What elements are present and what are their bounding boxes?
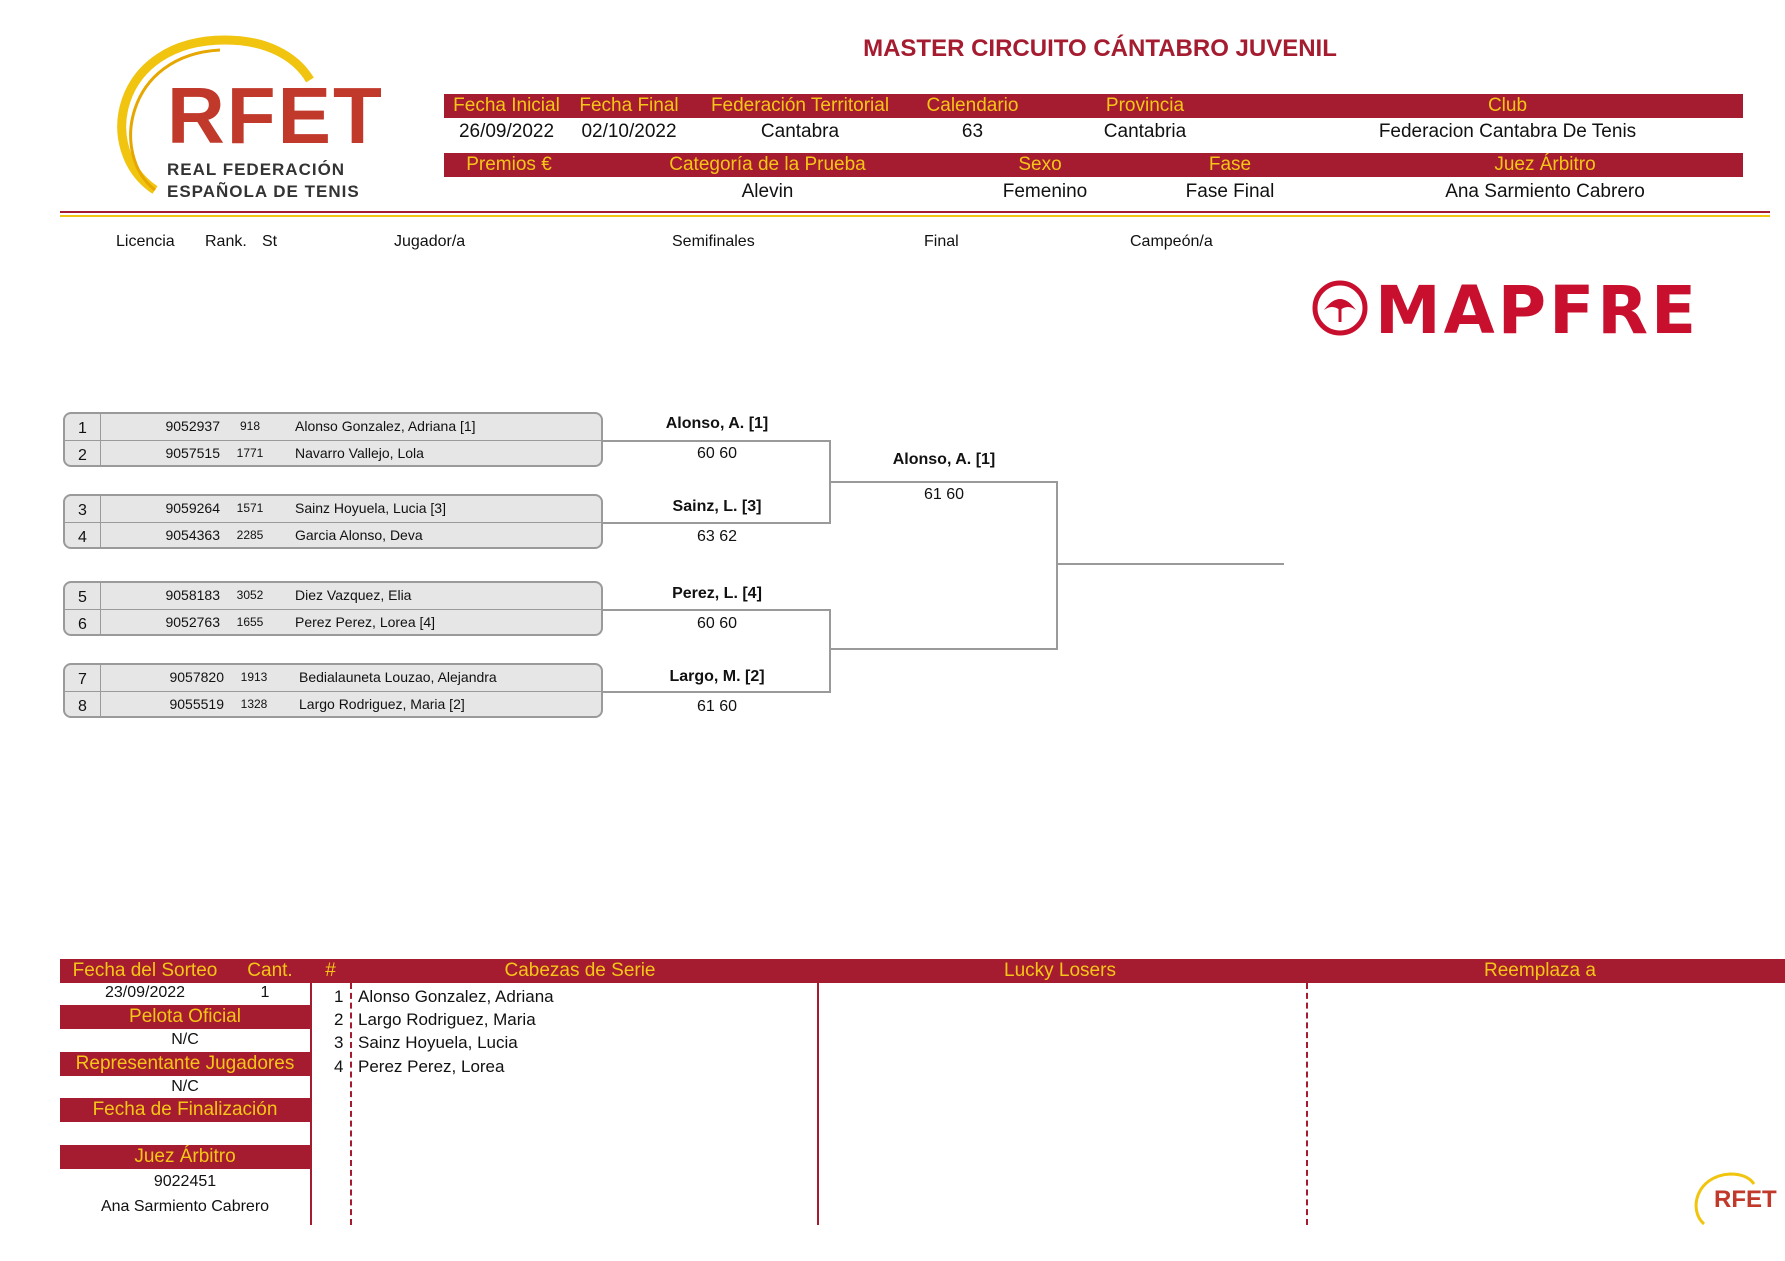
player-name: Sainz Hoyuela, Lucia [3]: [295, 500, 446, 516]
divider-red: [60, 211, 1770, 213]
player-rank: 3052: [236, 588, 264, 602]
player-row: [65, 665, 601, 691]
col-licencia: Licencia: [116, 233, 175, 250]
player-rank: 1655: [236, 615, 264, 629]
semifinal-winner: Largo, M. [2]: [669, 668, 765, 685]
header-calendario: Calendario: [926, 95, 1019, 116]
player-name: Alonso Gonzalez, Adriana [1]: [295, 418, 476, 434]
footer-header-fecha-sorteo: Fecha del Sorteo: [72, 960, 218, 981]
representante-label: Representante Jugadores: [60, 1052, 310, 1076]
fecha-sorteo-value: 23/09/2022: [104, 984, 186, 1001]
rfet-logo-sub2: ESPAÑOLA DE TENIS: [167, 182, 360, 201]
col-final: Final: [924, 233, 959, 250]
player-licencia: 9058183: [165, 587, 220, 603]
header-fase: Fase: [1208, 154, 1252, 175]
player-seed: 2: [78, 447, 87, 464]
player-row: [65, 441, 601, 467]
match-box-3: [63, 581, 603, 636]
match-box-1: [63, 412, 603, 467]
footer-header-cabezas: Cabezas de Serie: [504, 960, 656, 981]
seed-number: 3: [334, 1033, 344, 1052]
header-federacion: Federación Territorial: [710, 95, 890, 116]
col-semifinales: Semifinales: [672, 233, 755, 250]
player-licencia: 9055519: [169, 696, 224, 712]
player-name: Diez Vazquez, Elia: [295, 587, 412, 603]
page-title: MASTER CIRCUITO CÁNTABRO JUVENIL: [863, 35, 1337, 62]
seed-name: Sainz Hoyuela, Lucia: [358, 1033, 518, 1052]
bracket-line: [603, 440, 830, 442]
player-row: [65, 414, 601, 440]
footer-header-cant: Cant.: [247, 960, 293, 981]
semifinal-score: 63 62: [696, 528, 738, 545]
seed-name: Largo Rodriguez, Maria: [358, 1010, 536, 1029]
finalizacion-label: Fecha de Finalización: [60, 1098, 310, 1122]
bracket-line: [603, 609, 830, 611]
player-seed: 7: [78, 671, 87, 688]
rfet-logo-sub1: REAL FEDERACIÓN: [167, 160, 346, 179]
player-seed: 8: [78, 698, 87, 715]
rfet-small-logo-text: RFET: [1714, 1186, 1777, 1213]
pelota-oficial-label: Pelota Oficial: [60, 1005, 310, 1029]
cant-value: 1: [260, 984, 270, 1001]
semifinal-score: 60 60: [696, 445, 738, 462]
rfet-logo-text: RFET: [167, 71, 384, 160]
player-rank: 2285: [236, 528, 264, 542]
footer-header-lucky: Lucky Losers: [1004, 960, 1116, 981]
juez-arbitro-name: Ana Sarmiento Cabrero: [100, 1198, 270, 1215]
mapfre-umbrella-icon: [1310, 278, 1370, 338]
value-fase: Fase Final: [1185, 181, 1275, 202]
header-sexo: Sexo: [1018, 154, 1062, 175]
semifinal-score: 60 60: [696, 615, 738, 632]
value-federacion: Cantabra: [760, 121, 840, 142]
value-calendario: 63: [961, 121, 984, 142]
seed-name: Perez Perez, Lorea: [358, 1057, 505, 1076]
seed-name: Alonso Gonzalez, Adriana: [358, 987, 554, 1006]
player-name: Garcia Alonso, Deva: [295, 527, 423, 543]
player-row: [65, 496, 601, 522]
player-licencia: 9052763: [165, 614, 220, 630]
header-categoria: Categoría de la Prueba: [669, 154, 866, 175]
header-fecha-final: Fecha Final: [579, 95, 679, 116]
value-provincia: Cantabria: [1103, 121, 1187, 142]
player-seed: 5: [78, 589, 87, 606]
player-seed: 4: [78, 529, 87, 546]
match-box-2: [63, 494, 603, 549]
bracket-line: [829, 648, 1057, 650]
header-premios: Premios €: [466, 154, 552, 175]
player-licencia: 9057515: [165, 445, 220, 461]
semifinal-winner: Alonso, A. [1]: [665, 415, 769, 432]
value-fecha-final: 02/10/2022: [581, 121, 677, 142]
player-name: Largo Rodriguez, Maria [2]: [299, 696, 465, 712]
header-juez: Juez Árbitro: [1494, 154, 1596, 175]
player-name: Navarro Vallejo, Lola: [295, 445, 424, 461]
bracket-line: [603, 691, 830, 693]
header-fecha-inicial: Fecha Inicial: [453, 95, 560, 116]
col-st: St: [262, 233, 278, 250]
player-rank: 918: [239, 419, 261, 433]
player-seed: 3: [78, 502, 87, 519]
player-row: [65, 610, 601, 636]
player-row: [65, 692, 601, 718]
player-rank: 1771: [236, 446, 264, 460]
rfet-small-logo: [1690, 1170, 1780, 1230]
seed-number: 4: [334, 1057, 344, 1076]
player-licencia: 9054363: [165, 527, 220, 543]
semifinal-winner: Sainz, L. [3]: [672, 498, 762, 515]
value-fecha-inicial: 26/09/2022: [458, 121, 555, 142]
player-licencia: 9059264: [165, 500, 220, 516]
seed-number: 2: [334, 1010, 344, 1029]
value-categoria: Alevin: [741, 181, 794, 202]
value-sexo: Femenino: [1002, 181, 1088, 202]
mapfre-text: MAPFRE: [1375, 272, 1700, 349]
rfet-logo: [95, 30, 384, 210]
bracket-line: [829, 481, 1057, 483]
representante-value: N/C: [171, 1078, 199, 1095]
juez-arbitro-id: 9022451: [153, 1173, 217, 1190]
match-box-4: [63, 663, 603, 718]
bracket-line: [829, 609, 831, 693]
player-rank: 1571: [236, 501, 264, 515]
player-row: [65, 523, 601, 549]
pelota-oficial-value: N/C: [171, 1031, 199, 1048]
header-provincia: Provincia: [1105, 95, 1185, 116]
player-licencia: 9057820: [169, 669, 224, 685]
player-rank: 1328: [240, 697, 268, 711]
player-rank: 1913: [240, 670, 268, 684]
col-rank: Rank.: [205, 233, 247, 250]
footer-col-line: [310, 983, 312, 1225]
bracket-line: [1056, 481, 1058, 650]
juez-arbitro-label: Juez Árbitro: [60, 1145, 310, 1169]
value-club: Federacion Cantabra De Tenis: [1378, 121, 1637, 142]
footer-col-line: [817, 983, 819, 1225]
player-name: Perez Perez, Lorea [4]: [295, 614, 436, 630]
player-licencia: 9052937: [165, 418, 220, 434]
player-seed: 1: [78, 420, 87, 437]
col-campeon: Campeón/a: [1130, 233, 1213, 250]
final-score: 61 60: [923, 486, 965, 503]
player-name: Bedialauneta Louzao, Alejandra: [299, 669, 497, 685]
final-winner: Alonso, A. [1]: [892, 451, 996, 468]
semifinal-score: 61 60: [696, 698, 738, 715]
footer-header-reemplaza: Reemplaza a: [1484, 960, 1596, 981]
semifinal-winner: Perez, L. [4]: [672, 585, 762, 602]
player-row: [65, 583, 601, 609]
player-seed: 6: [78, 616, 87, 633]
seed-number: 1: [334, 987, 344, 1006]
col-jugador: Jugador/a: [394, 233, 466, 250]
footer-dashed-line: [350, 983, 352, 1225]
bracket-line: [1056, 563, 1284, 565]
header-club: Club: [1487, 95, 1528, 116]
footer-dashed-line: [1306, 983, 1308, 1225]
mapfre-logo: [1310, 270, 1740, 349]
value-juez: Ana Sarmiento Cabrero: [1445, 181, 1645, 202]
footer-header-num: #: [325, 960, 336, 981]
bracket-line: [603, 522, 830, 524]
divider-yellow: [60, 215, 1770, 217]
